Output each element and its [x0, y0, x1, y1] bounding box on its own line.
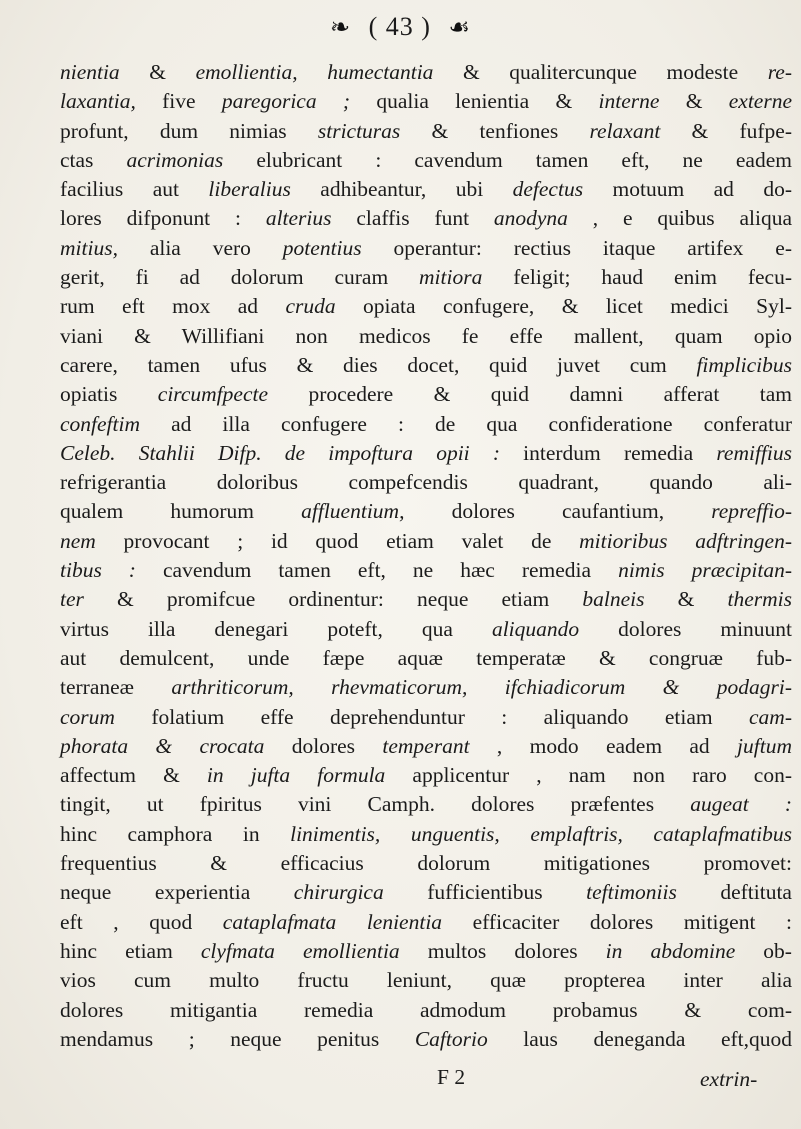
- text-line: [60, 322, 792, 351]
- roman-text: elubricant : cavendum tamen eft, ne eadem: [223, 147, 792, 172]
- italic-text: mitiora: [419, 265, 483, 290]
- roman-text: &: [644, 587, 728, 612]
- roman-text: interdum remedia: [499, 440, 717, 465]
- italic-text: cruda: [285, 294, 336, 319]
- roman-text: & fufpe-: [660, 118, 792, 143]
- italic-text: phorata & crocata: [60, 733, 265, 758]
- italic-text: augeat :: [690, 792, 792, 817]
- text-line: [60, 849, 792, 878]
- roman-text: adhibeantur, ubi: [290, 177, 513, 202]
- roman-text: &: [119, 60, 196, 84]
- roman-text: procedere & quid damni afferat tam: [268, 382, 792, 407]
- roman-text: viani & Willifiani non medicos fe effe mallent, quam opio: [60, 323, 792, 348]
- text-line: [60, 761, 792, 790]
- signature-mark: F 2: [437, 1065, 466, 1089]
- roman-text: virtus illa denegari poteft, qua: [60, 616, 492, 641]
- text-line: [60, 292, 792, 321]
- roman-text: dolores: [264, 733, 383, 758]
- text-line: [60, 468, 792, 497]
- italic-text: affluentium,: [301, 499, 405, 524]
- roman-text: , e quibus aliqua: [567, 206, 793, 231]
- roman-text: five: [135, 89, 222, 114]
- text-line: [60, 673, 792, 702]
- text-line: [60, 497, 792, 526]
- roman-text: opiata confugere, & licet medici Syl-: [335, 294, 792, 319]
- italic-text: thermis: [727, 587, 792, 612]
- italic-text: anodyna: [493, 206, 568, 231]
- text-line: [60, 439, 792, 468]
- roman-text: claffis funt: [331, 206, 494, 231]
- italic-text: mitius,: [60, 235, 118, 260]
- italic-text: defectus: [512, 177, 584, 202]
- italic-text: Celeb. Stahlii Difp. de impoftura opii :: [60, 440, 500, 465]
- roman-text: laus deneganda eft,quod: [487, 1026, 792, 1051]
- italic-text: nimis præcipitan-: [618, 558, 792, 583]
- page-footer: [0, 1065, 801, 1097]
- roman-text: opiatis: [60, 382, 158, 407]
- roman-text: neque experientia: [60, 880, 294, 905]
- text-line: [60, 703, 792, 732]
- text-line: [60, 263, 792, 292]
- roman-text: gerit, fi ad dolorum curam: [60, 265, 420, 290]
- catchword: extrin-: [700, 1067, 758, 1091]
- text-line: [60, 175, 792, 204]
- roman-text: applicentur , nam non raro con-: [385, 763, 792, 788]
- italic-text: laxantia,: [60, 89, 136, 114]
- italic-text: emollientia, humectantia: [195, 60, 434, 84]
- roman-text: hinc etiam: [60, 938, 201, 963]
- roman-text: folatium effe deprehenduntur : aliquando etiam: [114, 704, 750, 729]
- ornament-right-icon: ☙: [448, 14, 471, 41]
- italic-text: relaxant: [589, 118, 661, 143]
- roman-text: & qualitercunque modeste: [433, 60, 768, 84]
- italic-text: paregorica ;: [221, 89, 351, 114]
- roman-text: motuum ad do-: [583, 177, 792, 202]
- roman-text: provocant ; id quod etiam valet de: [95, 528, 580, 553]
- text-line: [60, 908, 792, 937]
- italic-text: temperant: [382, 733, 470, 758]
- italic-text: clyfmata emollientia: [200, 938, 400, 963]
- italic-text: nem: [60, 528, 96, 553]
- italic-text: alterius: [265, 206, 332, 231]
- roman-text: operantur: rectius itaque artifex e-: [361, 235, 792, 260]
- roman-text: affectum &: [60, 763, 207, 788]
- page-header: [0, 10, 801, 50]
- italic-text: Caftorio: [414, 1026, 488, 1051]
- roman-text: deftituta: [676, 880, 792, 905]
- roman-text: carere, tamen ufus & dies docet, quid juvet cum: [60, 352, 697, 377]
- roman-text: &: [659, 89, 729, 114]
- italic-text: aliquando: [491, 616, 580, 641]
- italic-text: fimplicibus: [696, 352, 792, 377]
- italic-text: repreffio-: [711, 499, 792, 524]
- roman-text: aut demulcent, unde fæpe aquæ temperatæ & congruæ fub-: [60, 645, 792, 670]
- roman-text: mendamus ; neque penitus: [60, 1026, 415, 1051]
- roman-text: eft , quod: [60, 909, 223, 934]
- italic-text: liberalius: [208, 177, 291, 202]
- text-line: [60, 996, 792, 1025]
- roman-text: feligit; haud enim fecu-: [482, 265, 792, 290]
- italic-text: tibus :: [60, 558, 136, 583]
- roman-text: tingit, ut fpiritus vini Camph. dolores præfentes: [60, 792, 691, 817]
- roman-text: dolores mitigantia remedia admodum probamus & com-: [60, 997, 792, 1022]
- italic-text: interne: [598, 89, 660, 114]
- text-line: [60, 58, 792, 87]
- text-line: [60, 204, 792, 233]
- italic-text: nientia: [60, 60, 120, 84]
- roman-text: rum eft mox ad: [60, 294, 286, 319]
- text-line: [60, 87, 792, 116]
- text-line: [60, 380, 792, 409]
- roman-text: multos dolores: [399, 938, 606, 963]
- roman-text: ob-: [735, 938, 792, 963]
- roman-text: profunt, dum nimias: [60, 118, 318, 143]
- italic-text: teftimoniis: [586, 880, 677, 905]
- roman-text: terraneæ: [60, 675, 172, 700]
- roman-text: dolores minuunt: [579, 616, 792, 641]
- text-line: [60, 878, 792, 907]
- roman-text: efficaciter dolores mitigent :: [442, 909, 792, 934]
- roman-text: fufficientibus: [383, 880, 587, 905]
- roman-text: facilius aut: [60, 177, 209, 202]
- italic-text: externe: [728, 89, 792, 114]
- roman-text: frequentius & efficacius dolorum mitigationes promovet:: [60, 851, 792, 876]
- text-line: [60, 585, 792, 614]
- italic-text: cam-: [749, 704, 792, 729]
- roman-text: lores difponunt :: [60, 206, 266, 231]
- roman-text: hinc camphora in: [60, 821, 291, 846]
- italic-text: circumfpecte: [157, 382, 269, 407]
- text-line: [60, 790, 792, 819]
- italic-text: arthriticorum, rhevmaticorum, ifchiadicorum & podagri-: [171, 675, 792, 700]
- roman-text: , modo eadem ad: [469, 733, 738, 758]
- italic-text: chirurgica: [293, 880, 384, 905]
- roman-text: & promifcue ordinentur: neque etiam: [83, 587, 583, 612]
- text-line: [60, 732, 792, 761]
- italic-text: stricturas: [317, 118, 401, 143]
- italic-text: remiffius: [716, 440, 792, 465]
- italic-text: in abdomine: [605, 938, 736, 963]
- page-number: ( 43 ): [368, 12, 431, 42]
- italic-text: mitioribus adftringen-: [579, 528, 792, 553]
- roman-text: & tenfiones: [400, 118, 590, 143]
- roman-text: ctas: [60, 147, 127, 172]
- roman-text: alia vero: [117, 235, 283, 260]
- text-line: [60, 644, 792, 673]
- text-line: [60, 556, 792, 585]
- ornament-left-icon: ❧: [330, 14, 352, 41]
- text-line: [60, 146, 792, 175]
- text-line: [60, 937, 792, 966]
- text-line: [60, 351, 792, 380]
- roman-text: refrigerantia doloribus compefcendis quadrant, quando ali-: [60, 470, 792, 495]
- text-line: [60, 234, 792, 263]
- italic-text: re-: [767, 60, 792, 84]
- italic-text: cataplafmata lenientia: [222, 909, 443, 934]
- roman-text: qualem humorum: [60, 499, 302, 524]
- text-line: [60, 820, 792, 849]
- italic-text: corum: [60, 704, 115, 729]
- roman-text: qualia lenientia &: [350, 89, 599, 114]
- text-line: [60, 117, 792, 146]
- italic-text: juftum: [737, 733, 792, 758]
- text-line: [60, 615, 792, 644]
- italic-text: balneis: [582, 587, 645, 612]
- roman-text: vios cum multo fructu leniunt, quæ propterea inter alia: [60, 968, 792, 993]
- roman-text: dolores caufantium,: [404, 499, 712, 524]
- text-line: [60, 1025, 792, 1054]
- text-line: [60, 410, 792, 439]
- roman-text: cavendum tamen eft, ne hæc remedia: [135, 558, 619, 583]
- roman-text: ad illa confugere : de qua confideratione conferatur: [140, 411, 792, 436]
- italic-text: linimentis, unguentis, emplaftris, cataplafmatibus: [290, 821, 792, 846]
- italic-text: confeftim: [60, 411, 141, 436]
- italic-text: ter: [60, 587, 84, 612]
- text-line: [60, 527, 792, 556]
- italic-text: acrimonias: [126, 147, 224, 172]
- italic-text: in jufta formula: [206, 763, 386, 788]
- body-text: [60, 58, 792, 1054]
- italic-text: potentius: [282, 235, 362, 260]
- text-line: [60, 966, 792, 995]
